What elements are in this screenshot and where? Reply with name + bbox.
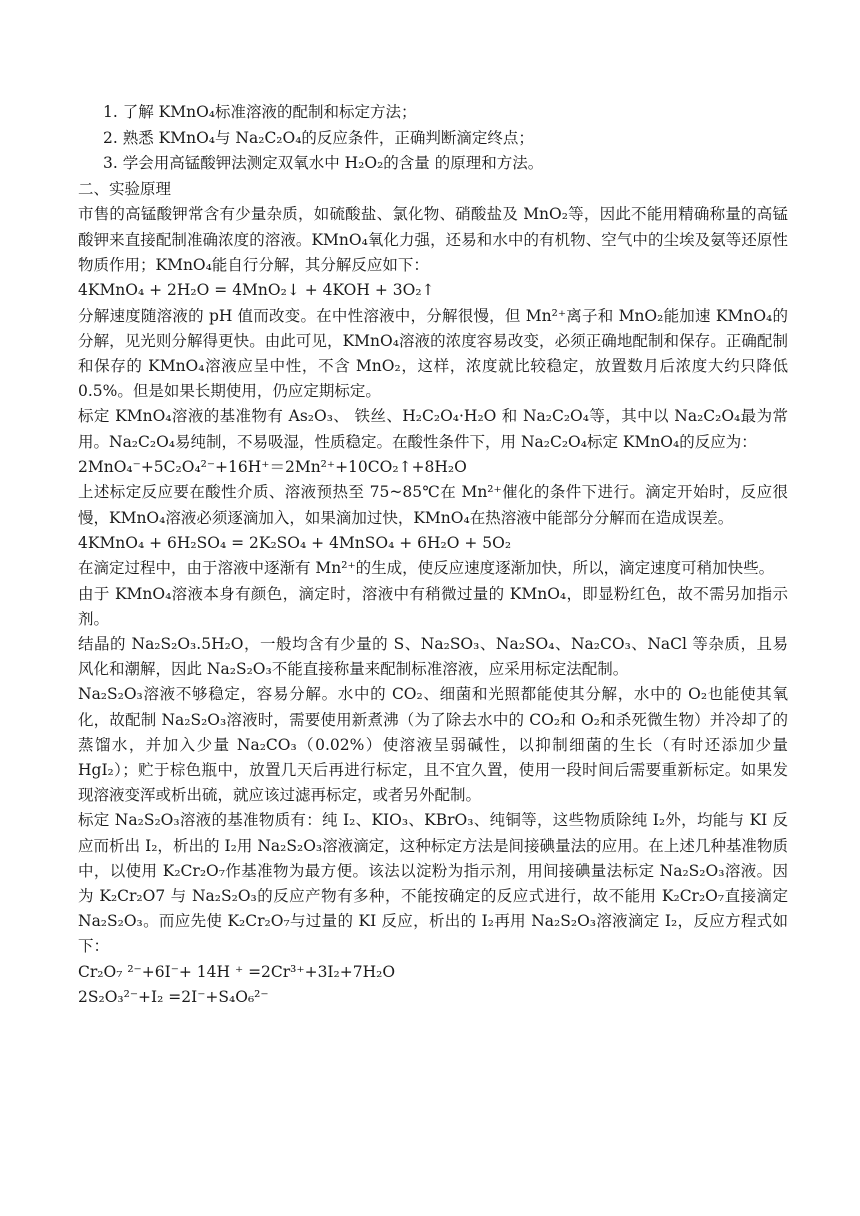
paragraph-impurities: 市售的高锰酸钾常含有少量杂质，如硫酸盐、氯化物、硝酸盐及 MnO₂等，因此不能用精确称量的高锰酸钾来直接配制准确浓度的溶液。KMnO₄氧化力强，还易和水中的有机物、空气中的尘埃及氨等还原性物质作用；KMnO₄能自行分解，其分解反应如下：: [78, 205, 788, 274]
objective-item-2: 2. 熟悉 KMnO₄与 Na₂C₂O₄的反应条件，正确判断滴定终点；: [103, 128, 534, 147]
equation-sulfuric: 4KMnO₄ + 6H₂SO₄ = 2K₂SO₄ + 4MnSO₄ + 6H₂O + 5O₂: [78, 533, 512, 552]
equation-thiosulfate: 2S₂O₃²⁻+I₂ =2I⁻+S₄O₆²⁻: [78, 988, 269, 1007]
paragraph-thiosulfate-stability: Na₂S₂O₃溶液不够稳定，容易分解。水中的 CO₂、细菌和光照都能使其分解，水中的 O₂也能使其氧化，故配制 Na₂S₂O₃溶液时，需要使用新煮沸（为了除去水中的 CO₂和 O₂和杀死微生物）并冷却了的蒸馏水，并加入少量 Na₂CO₃（0.02%）使溶液呈弱碱性，以抑制细菌的生长（有时还添加少量 HgI₂）；贮于棕色瓶中，放置几天后再进行标定，且不宜久置，使用一段时间后需要重新标定。如果发现溶液变浑或析出硫，就应该过滤再标定，或者另外配制。: [78, 685, 788, 805]
objective-item-1: 1. 了解 KMnO₄标准溶液的配制和标定方法；: [103, 103, 417, 121]
document-body: [78, 100, 788, 1011]
objective-item-3: 3. 学会用高锰酸钾法测定双氧水中 H₂O₂的含量 的原理和方法。: [103, 154, 544, 173]
paragraph-crystal: 结晶的 Na₂S₂O₃.5H₂O，一般均含有少量的 S、Na₂SO₃、Na₂SO₄、Na₂CO₃、NaCl 等杂质，且易风化和潮解，因此 Na₂S₂O₃不能直接称量来配制标准溶液，应采用标定法配制。: [78, 635, 788, 679]
paragraph-standards: 标定 KMnO₄溶液的基准物有 As₂O₃、 铁丝、H₂C₂O₄·H₂O 和 Na₂C₂O₄等，其中以 Na₂C₂O₄最为常用。Na₂C₂O₄易纯制，不易吸湿，性质稳定。在酸性条件下，用 Na₂C₂O₄标定 KMnO₄的反应为：: [78, 407, 788, 451]
equation-decomposition: 4KMnO₄ + 2H₂O = 4MnO₂↓ + 4KOH + 3O₂↑: [78, 280, 435, 299]
paragraph-titration-speed: 在滴定过程中，由于溶液中逐渐有 Mn²⁺的生成，使反应速度逐渐加快，所以，滴定速度可稍加快些。: [78, 559, 775, 578]
equation-dichromate: Cr₂O₇ ²⁻+6I⁻+ 14H ⁺ =2Cr³⁺+3I₂+7H₂O: [78, 962, 396, 981]
paragraph-indicator: 由于 KMnO₄溶液本身有颜色，滴定时，溶液中有稍微过量的 KMnO₄，即显粉红色，故不需另加指示剂。: [78, 584, 788, 628]
paragraph-stability: 分解速度随溶液的 pH 值而改变。在中性溶液中，分解很慢，但 Mn²⁺离子和 MnO₂能加速 KMnO₄的分解，见光则分解得更快。由此可见，KMnO₄溶液的浓度容易改变，必须正确地配制和保存。正确配制和保存的 KMnO₄溶液应呈中性，不含 MnO₂，这样，浓度就比较稳定，放置数月后浓度大约只降低 0.5%。但是如果长期使用，仍应定期标定。: [78, 306, 788, 401]
paragraph-conditions: 上述标定反应要在酸性介质、溶液预热至 75~85℃在 Mn²⁺催化的条件下进行。滴定开始时，反应很慢，KMnO₄溶液必须逐滴加入，如果滴加过快，KMnO₄在热溶液中能部分分解而在造成误差。: [78, 483, 788, 527]
section-title: 二、实验原理: [78, 179, 172, 198]
equation-standardization: 2MnO₄⁻+5C₂O₄²⁻+16H⁺＝2Mn²⁺+10CO₂↑+8H₂O: [78, 457, 467, 476]
paragraph-iodometry: 标定 Na₂S₂O₃溶液的基准物质有：纯 I₂、KIO₃、KBrO₃、纯铜等，这些物质除纯 I₂外，均能与 KI 反应而析出 I₂，析出的 I₂用 Na₂S₂O₃溶液滴定，这种标定方法是间接碘量法的应用。在上述几种基准物质中，以使用 K₂Cr₂O₇作基准物为最方便。该法以淀粉为指示剂，用间接碘量法标定 Na₂S₂O₃溶液。因为 K₂Cr₂O7 与 Na₂S₂O₃的反应产物有多种，不能按确定的反应式进行，故不能用 K₂Cr₂O₇直接滴定 Na₂S₂O₃。而应先使 K₂Cr₂O₇与过量的 KI 反应，析出的 I₂再用 Na₂S₂O₃溶液滴定 I₂，反应方程式如下：: [78, 811, 788, 956]
